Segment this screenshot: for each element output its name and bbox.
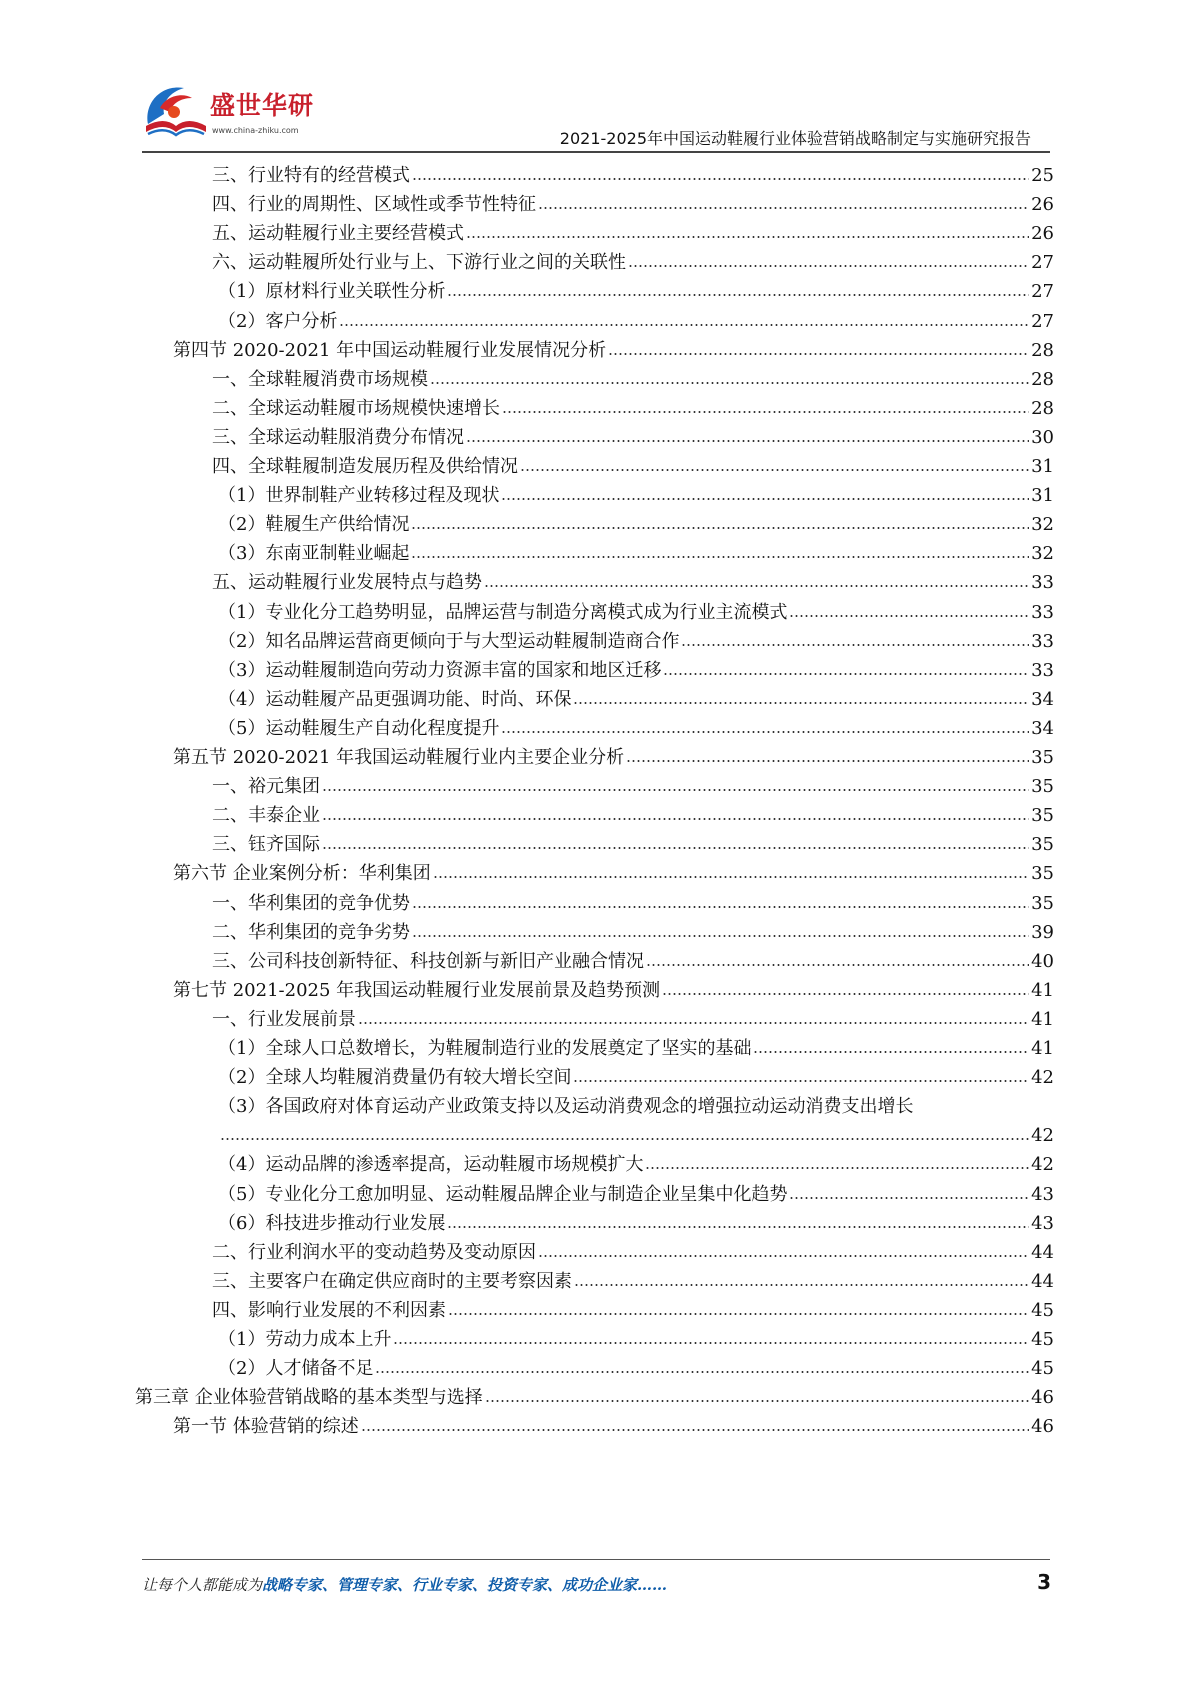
- toc-leader-dots: [322, 832, 1029, 850]
- toc-entry-page: 35: [1031, 776, 1054, 798]
- toc-entry-title: （2）客户分析: [218, 310, 338, 332]
- toc-entry[interactable]: [0, 306, 1191, 337]
- toc-leader-dots: [485, 1385, 1029, 1403]
- toc-leader-dots: [339, 309, 1029, 327]
- toc-leader-dots: [574, 1269, 1029, 1287]
- toc-entry-page: 40: [1031, 950, 1054, 972]
- toc-entry-page: 33: [1031, 659, 1054, 681]
- toc-entry-title: （3）各国政府对体育运动产业政策支持以及运动消费观念的增强拉动运动消费支出增长: [218, 1096, 914, 1118]
- toc-entry-title: （2）人才储备不足: [218, 1358, 374, 1380]
- toc-entry-page: 43: [1031, 1212, 1054, 1234]
- toc-entry-page: 45: [1031, 1358, 1054, 1380]
- toc-entry[interactable]: [0, 364, 1191, 395]
- toc-entry-title: （2）鞋履生产供给情况: [218, 514, 410, 536]
- toc-entry[interactable]: [0, 917, 1191, 948]
- toc-leader-dots: [466, 425, 1029, 443]
- toc-entry-page: 27: [1031, 281, 1054, 303]
- toc-entry[interactable]: [0, 946, 1191, 977]
- toc-entry-title: 二、全球运动鞋履市场规模快速增长: [212, 397, 500, 419]
- toc-entry-title: （5）专业化分工愈加明显、运动鞋履品牌企业与制造企业呈集中化趋势: [218, 1183, 788, 1205]
- toc-entry-page: 42: [1031, 1125, 1054, 1147]
- footer-slogan-emphasis: 战略专家、管理专家、行业专家、投资专家、成功企业家……: [262, 1576, 668, 1594]
- toc-section-entry[interactable]: [0, 335, 1191, 366]
- toc-entry-title: 二、行业利润水平的变动趋势及变动原因: [212, 1241, 536, 1263]
- toc-leader-dots: [662, 978, 1029, 996]
- toc-entry[interactable]: [0, 597, 1191, 628]
- toc-entry[interactable]: [0, 1004, 1191, 1035]
- toc-entry-title: 第一节 体验营销的综述: [173, 1416, 359, 1438]
- toc-entry-title: （1）劳动力成本上升: [218, 1329, 392, 1350]
- toc-entry-page: 35: [1031, 805, 1054, 827]
- toc-entry-title: 第六节 企业案例分析：华利集团: [173, 863, 431, 885]
- toc-leader-dots: [322, 803, 1029, 821]
- toc-entry[interactable]: [0, 771, 1191, 802]
- toc-entry-title: （6）科技进步推动行业发展: [218, 1212, 446, 1234]
- toc-leader-dots: [430, 367, 1029, 385]
- toc-entry[interactable]: [0, 1353, 1191, 1384]
- toc-entry-title: 一、裕元集团: [212, 776, 320, 798]
- toc-entry-title: 三、公司科技创新特征、科技创新与新旧产业融合情况: [212, 950, 644, 972]
- logo-url: www.china-zhiku.com: [212, 126, 299, 135]
- toc-leader-dots: [361, 1414, 1029, 1432]
- toc-entry-page: 32: [1031, 514, 1054, 536]
- toc-leader-dots: [411, 541, 1029, 559]
- toc-entry-title: 三、钰齐国际: [212, 834, 320, 856]
- toc-entry-title: 第五节 2020-2021 年我国运动鞋履行业内主要企业分析: [173, 747, 625, 768]
- toc-leader-dots: [502, 396, 1029, 414]
- toc-leader-dots: [501, 483, 1029, 501]
- toc-entry[interactable]: [0, 567, 1191, 598]
- toc-entry-page: 28: [1031, 368, 1054, 390]
- toc-entry-title: 三、主要客户在确定供应商时的主要考察因素: [212, 1270, 572, 1292]
- toc-entry-page: 41: [1031, 979, 1054, 1001]
- toc-entry[interactable]: [0, 626, 1191, 657]
- toc-entry[interactable]: [0, 1179, 1191, 1210]
- toc-leader-dots: [447, 279, 1029, 297]
- toc-entry-title: 第七节 2021-2025 年我国运动鞋履行业发展前景及趋势预测: [173, 979, 661, 1001]
- toc-entry-title: 四、行业的周期性、区域性或季节性特征: [212, 194, 536, 216]
- toc-section-entry[interactable]: [0, 1411, 1191, 1442]
- toc-leader-dots: [681, 629, 1029, 647]
- toc-entry[interactable]: [0, 218, 1191, 249]
- toc-entry-title: （1）专业化分工趋势明显，品牌运营与制造分离模式成为行业主流模式: [218, 601, 788, 623]
- toc-leader-dots: [412, 891, 1029, 909]
- toc-entry[interactable]: [0, 538, 1191, 569]
- toc-entry-title: 一、行业发展前景: [212, 1008, 356, 1030]
- toc-entry-page: 44: [1031, 1270, 1054, 1292]
- toc-entry-page: 42: [1031, 1154, 1054, 1176]
- toc-section-entry[interactable]: [0, 975, 1191, 1006]
- toc-entry-page: 41: [1031, 1038, 1054, 1059]
- toc-entry-page: 45: [1031, 1329, 1054, 1350]
- toc-entry-title: （1）世界制鞋产业转移过程及现状: [218, 485, 500, 507]
- toc-leader-dots: [448, 1298, 1029, 1316]
- toc-leader-dots: [220, 1123, 1029, 1141]
- toc-entry-title: 四、影响行业发展的不利因素: [212, 1299, 446, 1321]
- toc-entry-page: 25: [1031, 165, 1054, 186]
- toc-entry[interactable]: [0, 451, 1191, 482]
- toc-leader-dots: [789, 600, 1029, 618]
- toc-entry[interactable]: [0, 189, 1191, 220]
- toc-entry[interactable]: [0, 655, 1191, 686]
- toc-leader-dots: [538, 192, 1029, 210]
- toc-entry-page: 43: [1031, 1183, 1054, 1205]
- page-header: [0, 0, 1191, 160]
- toc-leader-dots: [753, 1036, 1029, 1054]
- toc-entry-title: （5）运动鞋履生产自动化程度提升: [218, 717, 500, 739]
- toc-entry[interactable]: [0, 684, 1191, 715]
- toc-entry[interactable]: [0, 480, 1191, 511]
- toc-entry-page: 33: [1031, 630, 1054, 652]
- toc-entry-page: 28: [1031, 397, 1054, 419]
- toc-entry-title: 一、全球鞋履消费市场规模: [212, 368, 428, 390]
- toc-leader-dots: [538, 1240, 1029, 1258]
- footer-divider: [142, 1559, 1050, 1560]
- toc-entry-title: （1）原材料行业关联性分析: [218, 281, 446, 303]
- toc-entry[interactable]: [0, 1208, 1191, 1239]
- toc-entry-page: 46: [1031, 1416, 1054, 1438]
- toc-entry-title: 三、行业特有的经营模式: [212, 165, 410, 186]
- toc-section-entry[interactable]: [0, 858, 1191, 889]
- toc-entry-page: 42: [1031, 1067, 1054, 1089]
- toc-entry-title: 第三章 企业体验营销战略的基本类型与选择: [135, 1387, 483, 1409]
- toc-entry-title: （4）运动品牌的渗透率提高，运动鞋履市场规模扩大: [218, 1154, 644, 1176]
- toc-entry[interactable]: [0, 1062, 1191, 1093]
- toc-entry[interactable]: [0, 393, 1191, 424]
- toc-entry-page: 34: [1031, 688, 1054, 710]
- toc-entry[interactable]: [0, 509, 1191, 540]
- toc-entry[interactable]: [0, 800, 1191, 831]
- toc-entry-page: 31: [1031, 485, 1054, 507]
- toc-entry-title: 二、华利集团的竞争劣势: [212, 921, 410, 943]
- toc-entry-page: 28: [1031, 339, 1054, 361]
- toc-entry-title: （3）东南亚制鞋业崛起: [218, 543, 410, 565]
- page-number: 3: [1037, 1570, 1051, 1594]
- logo-name: 盛世华研: [210, 91, 315, 120]
- toc-entry[interactable]: [0, 829, 1191, 860]
- toc-entry-page: 33: [1031, 601, 1054, 623]
- toc-leader-dots: [646, 949, 1029, 967]
- toc-leader-dots: [626, 745, 1029, 763]
- toc-leader-dots: [412, 163, 1029, 181]
- toc-entry[interactable]: [0, 1266, 1191, 1297]
- toc-entry[interactable]: [0, 276, 1191, 307]
- toc-section-entry[interactable]: [0, 742, 1191, 773]
- toc-entry[interactable]: [0, 160, 1191, 191]
- toc-leader-dots: [645, 1152, 1029, 1170]
- toc-entry-title: （3）运动鞋履制造向劳动力资源丰富的国家和地区迁移: [218, 659, 662, 681]
- toc-entry-title: 六、运动鞋履所处行业与上、下游行业之间的关联性: [212, 252, 626, 274]
- toc-entry-title: 五、运动鞋履行业发展特点与趋势: [212, 572, 482, 594]
- toc-entry-title: （2）知名品牌运营商更倾向于与大型运动鞋履制造商合作: [218, 630, 680, 652]
- toc-leader-dots: [628, 250, 1029, 268]
- toc-leader-dots: [433, 861, 1029, 879]
- toc-entry[interactable]: [0, 1149, 1191, 1180]
- toc-leader-dots: [375, 1356, 1029, 1374]
- logo-emblem-icon: [140, 80, 210, 142]
- toc-entry[interactable]: [0, 888, 1191, 919]
- toc-entry-title: 一、华利集团的竞争优势: [212, 892, 410, 914]
- toc-leader-dots: [393, 1327, 1029, 1345]
- toc-leader-dots: [573, 687, 1029, 705]
- toc-leader-dots: [520, 454, 1029, 472]
- toc-leader-dots: [447, 1211, 1029, 1229]
- toc-entry[interactable]: [0, 247, 1191, 278]
- toc-entry-page: 35: [1031, 863, 1054, 885]
- toc-entry-page: 31: [1031, 456, 1054, 477]
- toc-leader-dots: [322, 774, 1029, 792]
- toc-entry-page: 33: [1031, 572, 1054, 594]
- toc-entry-page: 27: [1031, 310, 1054, 332]
- toc-section-entry[interactable]: [0, 1382, 1191, 1413]
- toc-entry-page: 35: [1031, 834, 1054, 856]
- toc-leader-dots: [501, 716, 1029, 734]
- toc-entry[interactable]: [0, 1324, 1191, 1355]
- toc-entry[interactable]: [0, 1033, 1191, 1064]
- toc-entry-page: 26: [1031, 194, 1054, 216]
- company-logo: [140, 80, 330, 150]
- toc-entry-page: 26: [1031, 223, 1054, 245]
- toc-entry-title: 第四节 2020-2021 年中国运动鞋履行业发展情况分析: [173, 339, 607, 361]
- toc-leader-dots: [412, 920, 1029, 938]
- toc-entry-page: 44: [1031, 1241, 1054, 1263]
- toc-leader-dots: [411, 512, 1029, 530]
- toc-entry-page: 32: [1031, 543, 1054, 565]
- toc-entry-continuation[interactable]: [0, 1120, 1191, 1151]
- toc-leader-dots: [484, 570, 1029, 588]
- toc-entry-title: 五、运动鞋履行业主要经营模式: [212, 223, 464, 245]
- toc-entry[interactable]: [0, 713, 1191, 744]
- toc-entry-page: 30: [1031, 426, 1054, 448]
- toc-entry-page: 39: [1031, 921, 1054, 943]
- report-title: 2021-2025年中国运动鞋履行业体验营销战略制定与实施研究报告: [559, 129, 1031, 148]
- toc-entry[interactable]: [0, 1237, 1191, 1268]
- toc-entry-title: 二、丰泰企业: [212, 805, 320, 827]
- toc-leader-dots: [663, 658, 1029, 676]
- toc-leader-dots: [608, 338, 1029, 356]
- toc-entry[interactable]: [0, 1295, 1191, 1326]
- toc-entry-title: 四、全球鞋履制造发展历程及供给情况: [212, 456, 518, 477]
- toc-entry[interactable]: [0, 422, 1191, 453]
- toc-leader-dots: [358, 1007, 1029, 1025]
- toc-entry-page: 35: [1031, 747, 1054, 768]
- toc-entry-title: 三、全球运动鞋服消费分布情况: [212, 426, 464, 448]
- toc-entry-page: 46: [1031, 1387, 1054, 1409]
- header-divider: [142, 151, 1050, 153]
- toc-entry-page: 45: [1031, 1299, 1054, 1321]
- toc-entry-page: 27: [1031, 252, 1054, 274]
- toc-leader-dots: [466, 221, 1029, 239]
- toc-leader-dots: [573, 1065, 1029, 1083]
- toc-leader-dots: [789, 1182, 1029, 1200]
- toc-entry-page: 34: [1031, 717, 1054, 739]
- footer-slogan: [142, 1574, 667, 1595]
- toc-entry-title: （2）全球人均鞋履消费量仍有较大增长空间: [218, 1067, 572, 1089]
- toc-entry[interactable]: [0, 1091, 1191, 1122]
- toc-entry-page: 35: [1031, 892, 1054, 914]
- footer-slogan-lead: 让每个人都能成为: [142, 1576, 263, 1594]
- toc-entry-title: （1）全球人口总数增长，为鞋履制造行业的发展奠定了坚实的基础: [218, 1038, 752, 1059]
- toc-entry-page: 41: [1031, 1008, 1054, 1030]
- toc-entry-title: （4）运动鞋履产品更强调功能、时尚、环保: [218, 688, 572, 710]
